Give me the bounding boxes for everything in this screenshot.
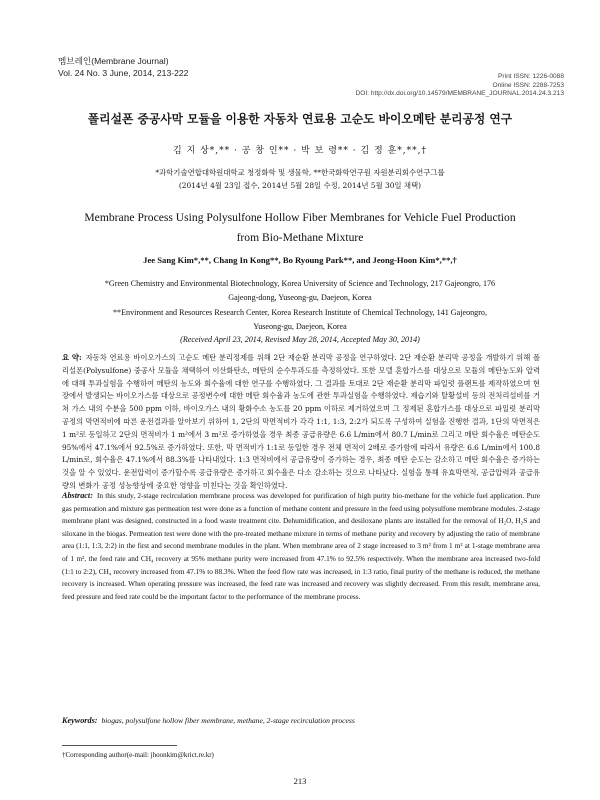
dates-korean: (2014년 4월 23일 접수, 2014년 5월 28일 수정, 2014년 5월 30일 채택) [178,181,422,190]
journal-header [58,55,188,79]
affiliation-english-line: *Green Chemistry and Environmental Biotechnology, Korea University of Science and Technology, 217 Gajeongro, 176 [104,279,496,288]
footnote-divider [62,745,177,746]
abstract-english-text: In this study, 2-stage recirculation membrane process was developed for purification of high purity bio-methane for the vehicle fuel application. Pure gas permeation and mixture gas permeation test were done as a function of methane content and pressure in the feed using polysulfone membrane modules. 2-stage membrane plant was designed, constructed in a food waste treatment cite. Dehumidification, and desiloxane plants are installed for the removal of H₂O, H₂S and siloxane in the biogas. Permeation test were done with the pre-treated methane mixture in terms of methane purity and recovery by adjusting the ratio of membrane area (1:1, 1:3, 2:2) in the first and second membrane modules in the plant. When membrane area of 2 stage increased to 3 m² from 1 m² at 1-stage membrane area of 1 m², the feed rate and CH₄ recovery at 95% methane purity were increased from 47.1% to 92.5% respectively. When the membrane area increased two-fold (1:1 to 2:2), CH₄ recovery increased from 47.1% to 88.3%. When the feed flow rate was increased, in 1:3 ratio, final purity of the methane is reduced, the methane recovery is increased. When operating pressure was increased, the feed rate was increased and recovery was slightly decreased. From this result, membrane area, feed pressure and feed rate could be the important factor to the performance of the membrane process. [62,491,540,601]
keywords [62,716,540,725]
online-issn: Online ISSN: 2288-7253 [492,81,564,89]
abstract-korean [62,352,540,493]
abstract-korean-label: 요 약: [62,353,82,362]
abstract-english [62,490,540,603]
dates-english: (Received April 23, 2014, Revised May 28, 2014, Accepted May 30, 2014) [180,335,420,344]
keywords-text: biogas, polysulfone hollow fiber membrane, methane, 2-stage recirculation process [101,716,355,725]
keywords-label: Keywords: [62,716,98,725]
page-number: 213 [293,776,307,786]
title-korean: 폴리설폰 중공사막 모듈을 이용한 자동차 연료용 고순도 바이오메탄 분리공정 연구 [87,112,513,126]
title-english-line-2: from Bio-Methane Mixture [236,231,364,244]
journal-issue: Vol. 24 No. 3 June, 2014, 213-222 [58,68,189,78]
corresponding-author-footnote: †Corresponding author(e-mail: jhoonkim@krict.re.kr) [62,751,214,759]
print-issn: Print ISSN: 1226-0088 [498,73,564,80]
issn-block [355,73,564,99]
title-english [40,208,560,248]
affiliation-english-line: Gajeong-dong, Yuseong-gu, Daejeon, Korea [228,293,372,303]
authors-english: Jee Sang Kim*,**, Chang In Kong**, Bo Ryoung Park**, and Jeong-Hoon Kim*,**,† [143,255,457,265]
affiliation-english [0,277,600,335]
journal-name: 멤브레인(Membrane Journal) [58,56,169,66]
doi-link[interactable]: DOI: http://dx.doi.org/10.14579/MEMBRANE_JOURNAL.2014.24.3.213 [355,90,564,98]
abstract-korean-text: 자동차 연료용 바이오가스의 고순도 메탄 분리정제를 위해 2단 재순환 분리막 공정을 연구하였다. 2단 재순환 분리막 공정을 개발하기 위해 폴리설폰(Polysulfone) 중공사 모듈을 채택하여 이산화탄소, 메탄의 순수투과도를 측정하였다. 또한 모델 혼합가스를 대상으로 모듈의 메탄농도와 압력에 대해 투과실험을 수행하여 메탄의 농도와 회수율에 대한 연구를 수행하였다. 그 결과를 토대로 2단 재순환 분리막 파일럿 플랜트를 제작하였으며 현장에서 발생되는 바이오가스를 대상으로 공정변수에 대한 메탄 회수율과 농도에 관한 투과실험을 수행하였다. 제습기와 탈황설비 등의 전처리설비를 거쳐 가스 내의 수분을 500 ppm 이하, 바이오가스 내의 황화수소 농도를 20 ppm 이하로 제거하였으며 그 정제된 혼합가스를 대상으로 파일럿 분리막 공정의 막면적비에 따른 운전결과를 알아보기 위하여 1, 2단의 막면적비가 각각 1:1, 1:3, 2:2가 되도록 구성하여 실험을 진행한 결과, 1단의 막면적은 1 m²로 동일하고 2단의 면적비가 1 m²에서 3 m²로 증가하였을 경우 최종 공급유량은 6.6 L/min에서 80.7 L/min로 그리고 메탄 회수율은 메탄순도 95%에서 47.1%에서 92.5%로 증가하였다. 또한, 막 면적비가 1:1로 동일한 경우 전체 면적이 2배로 증가함에 따라서 유량은 6.6 L/min에서 100.8 L/min로, 회수율은 47.1%에서 88.3%를 나타내었다. 1:3 면적비에서 공급유량이 증가하는 경우, 최종 메탄 순도는 감소하고 메탄 회수율은 증가하는 것을 알 수 있었다. 운전압력이 증가할수록 공급유량은 증가하고 회수율은 다소 감소하는 것으로 나타났다. 실험을 통해 유효막면적, 공급압력과 공급유량의 변화가 공정 성능향상에 중요한 영향을 미친다는 것을 확인하였다. [62,353,541,490]
affiliation-english-line: **Environment and Resources Research Center, Korea Research Institute of Chemical Technology, 141 Gajeongro, [112,307,487,317]
abstract-english-label: Abstract: [62,491,93,500]
affiliation-korean [0,166,600,192]
title-english-line-1: Membrane Process Using Polysulfone Hollow Fiber Membranes for Vehicle Fuel Production [84,211,516,224]
affiliation-korean-line: *과학기술연합대학원대학교 청정화학 및 생물학, **한국화학연구원 자원분리회수연구그룹 [155,168,445,177]
authors-korean: 김 지 상*,** · 공 창 인** · 박 보 령** · 김 정 훈*,**,† [172,146,428,156]
affiliation-english-line: Yuseong-gu, Daejeon, Korea [253,322,347,332]
